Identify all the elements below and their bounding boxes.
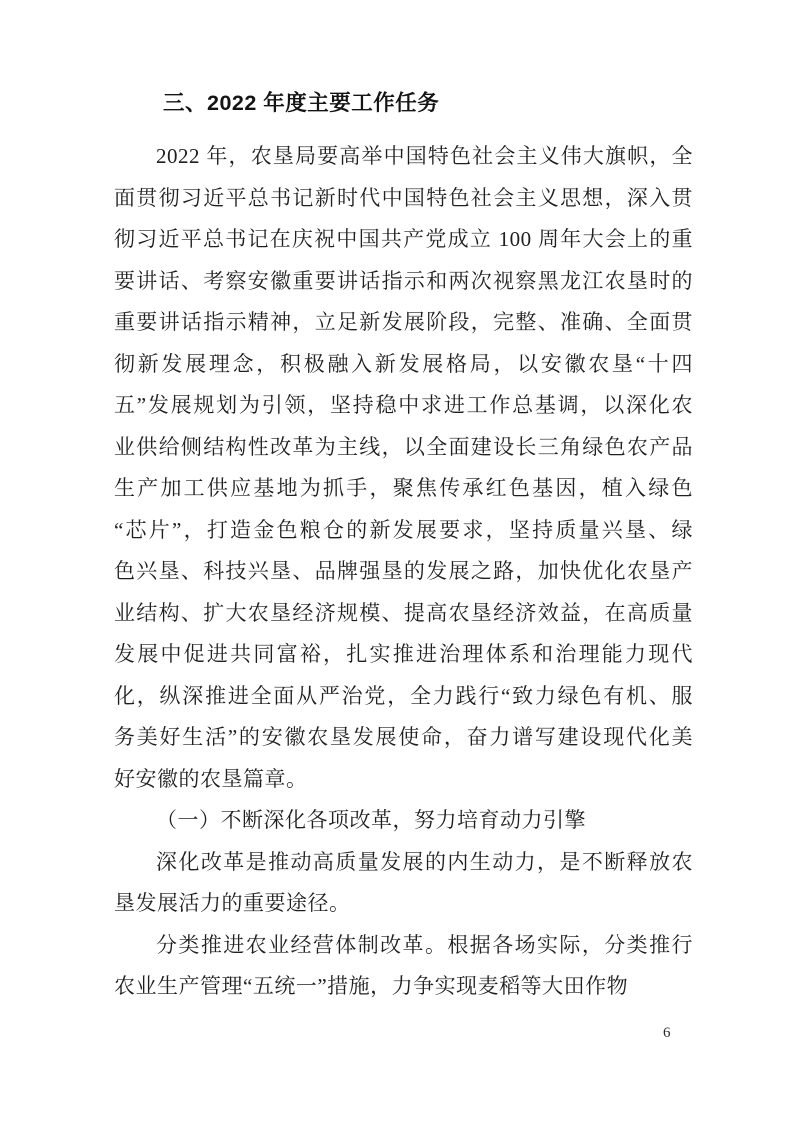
text-line: 五”发展规划为引领，坚持稳中求进工作总基调，以深化农 <box>114 393 693 417</box>
text-line: 垦发展活力的重要途径。 <box>114 891 351 915</box>
text-line: 业结构、扩大农垦经济规模、提高农垦经济效益，在高质量 <box>114 600 693 625</box>
text-line: 要讲话、考察安徽重要讲话指示和两次视察黑龙江农垦时的 <box>114 268 693 293</box>
paragraph-reform <box>114 842 693 925</box>
text-line: 色兴垦、科技兴垦、品牌强垦的发展之路，加快优化农垦产 <box>114 559 693 583</box>
section-heading: 三、2022 年度主要工作任务 <box>163 91 440 115</box>
document-content <box>114 88 693 1008</box>
text-line: 务美好生活”的安徽农垦发展使命，奋力谱写建设现代化美 <box>114 725 693 749</box>
text-line: 化，纵深推进全面从严治党，全力践行“致力绿色有机、服 <box>114 683 693 708</box>
text-line: 生产加工供应基地为抓手，聚焦传承红色基因，植入绿色 <box>114 476 693 500</box>
text-line: 发展中促进共同富裕，扎实推进治理体系和治理能力现代 <box>114 642 693 666</box>
text-line: 彻新发展理念，积极融入新发展格局，以安徽农垦“十四 <box>114 351 693 376</box>
text-line: 彻习近平总书记在庆祝中国共产党成立 100 周年大会上的重 <box>114 227 693 251</box>
text-line: 业供给侧结构性改革为主线，以全面建设长三角绿色农产品 <box>114 434 693 459</box>
subsection-heading: （一）不断深化各项改革，努力培育动力引擎 <box>156 808 586 832</box>
text-line: 面贯彻习近平总书记新时代中国特色社会主义思想，深入贯 <box>114 185 693 210</box>
page-number: 6 <box>663 1025 671 1041</box>
text-line: “芯片”，打造金色粮仓的新发展要求，坚持质量兴垦、绿 <box>114 517 693 542</box>
text-line: 重要讲话指示精神，立足新发展阶段，完整、准确、全面贯 <box>114 310 693 334</box>
text-line: 2022 年，农垦局要高举中国特色社会主义伟大旗帜，全 <box>156 144 693 168</box>
text-line: 分类推进农业经营体制改革。根据各场实际，分类推行 <box>156 932 693 957</box>
paragraph-intro <box>114 136 693 800</box>
text-line: 好安徽的农垦篇章。 <box>114 766 308 791</box>
text-line: 农业生产管理“五统一”措施，力争实现麦稻等大田作物 <box>114 974 629 998</box>
paragraph-management <box>114 925 693 1008</box>
text-line: 深化改革是推动高质量发展的内生动力，是不断释放农 <box>156 849 693 874</box>
